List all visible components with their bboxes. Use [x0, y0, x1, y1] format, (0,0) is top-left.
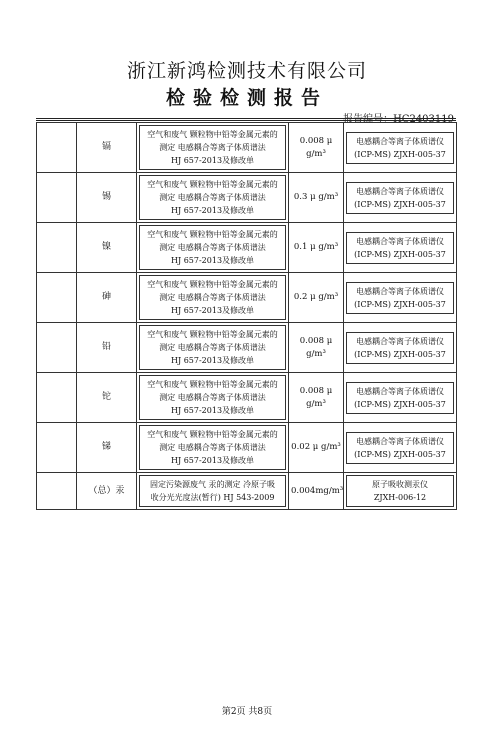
blank-cell [37, 373, 77, 423]
method-cell [137, 273, 289, 323]
equipment-line: (ICP-MS) ZJXH-005-37 [354, 199, 446, 209]
method-line: HJ 657-2013及修改单 [170, 206, 255, 215]
equipment-cell [344, 123, 457, 173]
equipment-cell [344, 373, 457, 423]
method-line: 测定 电感耦合等离子体质谱法 [159, 193, 266, 202]
method-line: 测定 电感耦合等离子体质谱法 [159, 243, 266, 252]
equipment-cell [344, 273, 457, 323]
item-cell: （总）汞 [77, 473, 137, 510]
item-cell: 铊 [77, 373, 137, 423]
equipment-cell [344, 223, 457, 273]
header-rule-bottom [36, 120, 456, 121]
equipment-line: 电感耦合等离子体质谱仪 [356, 336, 444, 346]
equipment-line: 电感耦合等离子体质谱仪 [356, 136, 444, 146]
equipment-line: ZJXH-006-12 [373, 493, 427, 502]
detection-limit-cell: 0.008 μ g/m³ [289, 323, 344, 373]
table-row [37, 473, 457, 510]
method-box [139, 175, 286, 220]
report-title: 检验检测报告 [165, 87, 328, 109]
blank-cell [37, 273, 77, 323]
method-line: 测定 电感耦合等离子体质谱法 [159, 293, 266, 302]
equipment-box [346, 282, 454, 314]
equipment-cell [344, 473, 457, 510]
equipment-line: 电感耦合等离子体质谱仪 [356, 186, 444, 196]
method-line: 测定 电感耦合等离子体质谱法 [159, 143, 266, 152]
method-line: 空气和废气 颗粒物中铅等金属元素的 [147, 330, 278, 339]
detection-limit-cell: 0.004mg/m³ [289, 473, 344, 510]
item-cell: 铅 [77, 323, 137, 373]
item-cell: 镉 [77, 123, 137, 173]
equipment-line: (ICP-MS) ZJXH-005-37 [354, 299, 446, 309]
equipment-box [346, 475, 454, 507]
equipment-line: 电感耦合等离子体质谱仪 [356, 386, 444, 396]
page-number: 第2页 共8页 [221, 707, 273, 717]
method-line: 空气和废气 颗粒物中铅等金属元素的 [147, 130, 278, 139]
method-line: 空气和废气 颗粒物中铅等金属元素的 [147, 380, 278, 389]
item-cell: 锡 [77, 173, 137, 223]
table-row [37, 123, 457, 173]
equipment-line: (ICP-MS) ZJXH-005-37 [354, 349, 446, 359]
method-line: HJ 657-2013及修改单 [170, 456, 255, 465]
method-line: 测定 电感耦合等离子体质谱法 [159, 443, 266, 452]
method-line: HJ 657-2013及修改单 [170, 356, 255, 365]
detection-limit-cell: 0.02 μ g/m³ [289, 423, 344, 473]
equipment-line: (ICP-MS) ZJXH-005-37 [354, 149, 446, 159]
method-line: HJ 657-2013及修改单 [170, 156, 255, 165]
company-name: 浙江新鸿检测技术有限公司 [126, 60, 367, 82]
method-cell [137, 473, 289, 510]
equipment-line: 电感耦合等离子体质谱仪 [356, 236, 444, 246]
equipment-cell [344, 423, 457, 473]
equipment-line: (ICP-MS) ZJXH-005-37 [354, 399, 446, 409]
method-line: 测定 电感耦合等离子体质谱法 [159, 343, 266, 352]
table-row [37, 173, 457, 223]
equipment-box [346, 182, 454, 214]
table-row [37, 223, 457, 273]
equipment-box [346, 132, 454, 164]
blank-cell [37, 323, 77, 373]
method-table [36, 122, 457, 510]
method-cell [137, 423, 289, 473]
method-cell [137, 373, 289, 423]
detection-limit-cell: 0.008 μ g/m³ [289, 123, 344, 173]
equipment-line: (ICP-MS) ZJXH-005-37 [354, 449, 446, 459]
method-line: 空气和废气 颗粒物中铅等金属元素的 [147, 280, 278, 289]
method-box [139, 275, 286, 320]
method-box [139, 375, 286, 420]
item-cell: 砷 [77, 273, 137, 323]
equipment-cell [344, 173, 457, 223]
method-line: HJ 657-2013及修改单 [170, 306, 255, 315]
equipment-line: 原子吸收测汞仪 [372, 480, 428, 489]
blank-cell [37, 473, 77, 510]
method-box [139, 475, 286, 507]
equipment-cell [344, 323, 457, 373]
item-cell: 锑 [77, 423, 137, 473]
equipment-line: 电感耦合等离子体质谱仪 [356, 436, 444, 446]
method-line: 收分光光度法(暂行) HJ 543-2009 [150, 493, 275, 502]
equipment-line: 电感耦合等离子体质谱仪 [356, 286, 444, 296]
header-rule-top [36, 118, 456, 119]
blank-cell [37, 173, 77, 223]
method-table-body [37, 123, 457, 510]
equipment-line: (ICP-MS) ZJXH-005-37 [354, 249, 446, 259]
detection-limit-cell: 0.3 μ g/m³ [289, 173, 344, 223]
equipment-box [346, 332, 454, 364]
blank-cell [37, 223, 77, 273]
table-row [37, 273, 457, 323]
detection-limit-cell: 0.2 μ g/m³ [289, 273, 344, 323]
detection-limit-cell: 0.008 μ g/m³ [289, 373, 344, 423]
method-cell [137, 323, 289, 373]
detection-limit-cell: 0.1 μ g/m³ [289, 223, 344, 273]
method-box [139, 225, 286, 270]
method-cell [137, 123, 289, 173]
blank-cell [37, 123, 77, 173]
equipment-box [346, 432, 454, 464]
method-line: HJ 657-2013及修改单 [170, 256, 255, 265]
table-row [37, 323, 457, 373]
method-line: 空气和废气 颗粒物中铅等金属元素的 [147, 430, 278, 439]
table-row [37, 373, 457, 423]
method-cell [137, 223, 289, 273]
method-line: 固定污染源废气 汞的测定 冷原子吸 [149, 480, 276, 489]
method-line: 测定 电感耦合等离子体质谱法 [159, 393, 266, 402]
method-box [139, 425, 286, 470]
method-line: HJ 657-2013及修改单 [170, 406, 255, 415]
method-line: 空气和废气 颗粒物中铅等金属元素的 [147, 180, 278, 189]
equipment-box [346, 232, 454, 264]
table-row [37, 423, 457, 473]
equipment-box [346, 382, 454, 414]
blank-cell [37, 423, 77, 473]
method-cell [137, 173, 289, 223]
method-box [139, 325, 286, 370]
item-cell: 镍 [77, 223, 137, 273]
method-box [139, 125, 286, 170]
method-line: 空气和废气 颗粒物中铅等金属元素的 [147, 230, 278, 239]
